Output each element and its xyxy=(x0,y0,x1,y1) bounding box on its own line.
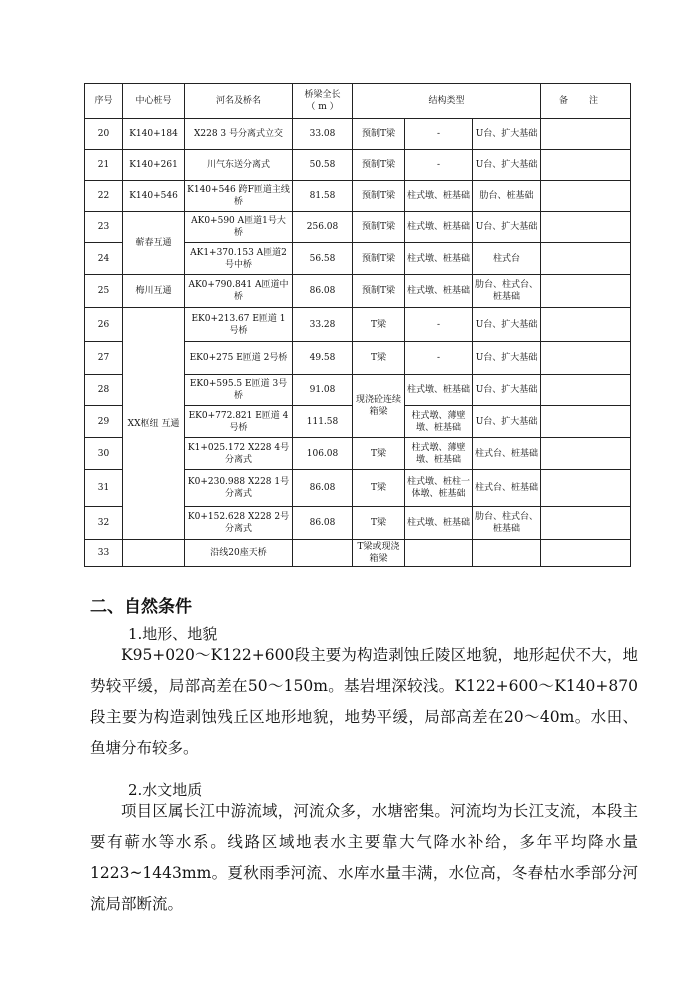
cell-stake: K140+546 xyxy=(123,181,185,212)
cell-length: 86.08 xyxy=(293,275,353,308)
bridge-table xyxy=(84,83,631,567)
hydro-paragraph-text: 项目区属长江中游流域，河流众多，水塘密集。河流均为长江支流，本段主要有蕲水等水系。线路区域地表水主要靠大气降水补给，多年平均降水量 1223~1443mm。夏秋雨季河流、水库水量丰满，水位高，冬春枯水季部分河流局部断流。 xyxy=(90,802,638,913)
cell-pier: - xyxy=(405,308,473,342)
cell-name: EK0+595.5 E匝道 3号桥 xyxy=(185,375,293,406)
header-name: 河名及桥名 xyxy=(185,84,293,119)
cell-no: 21 xyxy=(85,150,123,181)
cell-beam: 预制T梁 xyxy=(353,275,405,308)
header-no: 序号 xyxy=(85,84,123,119)
cell-name: K0+152.628 X228 2号分离式 xyxy=(185,507,293,540)
cell-no: 23 xyxy=(85,212,123,243)
cell-beam: 预制T梁 xyxy=(353,119,405,150)
table-row xyxy=(85,119,631,150)
cell-length: 33.08 xyxy=(293,119,353,150)
cell-remark xyxy=(541,275,631,308)
cell-length: 33.28 xyxy=(293,308,353,342)
cell-pier: 柱式墩、薄壁墩、桩基础 xyxy=(405,438,473,470)
cell-remark xyxy=(541,212,631,243)
cell-length: 106.08 xyxy=(293,438,353,470)
cell-pier: 柱式墩、桩基础 xyxy=(405,375,473,406)
cell-remark xyxy=(541,150,631,181)
table-row xyxy=(85,212,631,243)
cell-remark xyxy=(541,406,631,438)
cell-beam: 现浇砼连续箱梁 xyxy=(353,375,405,438)
cell-length: 81.58 xyxy=(293,181,353,212)
cell-no: 22 xyxy=(85,181,123,212)
cell-stake xyxy=(123,540,185,567)
cell-remark xyxy=(541,375,631,406)
table-row xyxy=(85,275,631,308)
header-stake: 中心桩号 xyxy=(123,84,185,119)
cell-pier: - xyxy=(405,342,473,375)
table-row xyxy=(85,540,631,567)
cell-abut: U台、扩大基础 xyxy=(473,150,541,181)
cell-length xyxy=(293,540,353,567)
cell-no: 28 xyxy=(85,375,123,406)
cell-name: 沿线20座天桥 xyxy=(185,540,293,567)
cell-abut: 柱式台、桩基础 xyxy=(473,470,541,507)
cell-name: 川气东送分离式 xyxy=(185,150,293,181)
cell-no: 29 xyxy=(85,406,123,438)
cell-no: 26 xyxy=(85,308,123,342)
header-length: 桥梁全长 （ m ） xyxy=(293,84,353,119)
cell-remark xyxy=(541,308,631,342)
cell-pier: - xyxy=(405,119,473,150)
cell-no: 33 xyxy=(85,540,123,567)
table-row xyxy=(85,181,631,212)
cell-no: 24 xyxy=(85,243,123,275)
cell-length: 49.58 xyxy=(293,342,353,375)
cell-name: AK1+370.153 A匝道2号中桥 xyxy=(185,243,293,275)
cell-length: 56.58 xyxy=(293,243,353,275)
section-title: 二、自然条件 xyxy=(90,597,192,617)
cell-pier: 柱式墩、桩基础 xyxy=(405,243,473,275)
cell-stake: 梅川互通 xyxy=(123,275,185,308)
table-header-row xyxy=(85,84,631,119)
cell-pier: - xyxy=(405,150,473,181)
cell-no: 25 xyxy=(85,275,123,308)
cell-pier: 柱式墩、桩基础 xyxy=(405,181,473,212)
header-structure: 结构类型 xyxy=(353,84,541,119)
cell-pier: 柱式墩、桩基础 xyxy=(405,212,473,243)
cell-length: 111.58 xyxy=(293,406,353,438)
table-row xyxy=(85,150,631,181)
cell-remark xyxy=(541,438,631,470)
cell-abut: 肋台、桩基础 xyxy=(473,181,541,212)
cell-no: 20 xyxy=(85,119,123,150)
cell-abut: 柱式台、桩基础 xyxy=(473,438,541,470)
cell-no: 27 xyxy=(85,342,123,375)
cell-remark xyxy=(541,507,631,540)
cell-beam: T梁 xyxy=(353,470,405,507)
table-row xyxy=(85,308,631,342)
cell-beam: T梁 xyxy=(353,438,405,470)
cell-beam: 预制T梁 xyxy=(353,150,405,181)
cell-pier: 柱式墩、薄壁墩、桩基础 xyxy=(405,406,473,438)
cell-name: X228 3 号分离式立交 xyxy=(185,119,293,150)
cell-name: K1+025.172 X228 4号分离式 xyxy=(185,438,293,470)
cell-no: 31 xyxy=(85,470,123,507)
cell-stake: K140+184 xyxy=(123,119,185,150)
cell-length: 86.08 xyxy=(293,507,353,540)
cell-abut: U台、扩大基础 xyxy=(473,212,541,243)
cell-remark xyxy=(541,470,631,507)
cell-beam: 预制T梁 xyxy=(353,243,405,275)
hydro-paragraph xyxy=(90,796,638,920)
cell-beam: T梁 xyxy=(353,308,405,342)
cell-stake: XX枢纽 互通 xyxy=(123,308,185,540)
cell-name: EK0+213.67 E匝道 1号桥 xyxy=(185,308,293,342)
cell-beam: T梁 xyxy=(353,507,405,540)
cell-name: AK0+790.841 A匝道中桥 xyxy=(185,275,293,308)
cell-abut: U台、扩大基础 xyxy=(473,119,541,150)
subsection-hydro-title: 2.水文地质 xyxy=(128,781,203,799)
cell-pier: 柱式墩、桩基础 xyxy=(405,275,473,308)
cell-beam: T梁或现浇箱梁 xyxy=(353,540,405,567)
cell-length: 256.08 xyxy=(293,212,353,243)
cell-remark xyxy=(541,119,631,150)
cell-pier: 柱式墩、桩柱一体墩、桩基础 xyxy=(405,470,473,507)
cell-beam: T梁 xyxy=(353,342,405,375)
cell-abut: U台、扩大基础 xyxy=(473,406,541,438)
cell-name: AK0+590 A匝道1号大桥 xyxy=(185,212,293,243)
cell-abut xyxy=(473,540,541,567)
cell-pier: 柱式墩、桩基础 xyxy=(405,507,473,540)
cell-remark xyxy=(541,342,631,375)
terrain-paragraph xyxy=(90,640,638,764)
cell-remark xyxy=(541,181,631,212)
cell-length: 91.08 xyxy=(293,375,353,406)
cell-remark xyxy=(541,540,631,567)
cell-beam: 预制T梁 xyxy=(353,181,405,212)
cell-abut: 肋台、柱式台、桩基础 xyxy=(473,507,541,540)
cell-name: EK0+275 E匝道 2号桥 xyxy=(185,342,293,375)
terrain-paragraph-text: K95+020～K122+600段主要为构造剥蚀丘陵区地貌，地形起伏不大，地势较平缓，局部高差在50～150m。基岩埋深较浅。K122+600～K140+870段主要为构造剥蚀残丘区地形地貌，地势平缓，局部高差在20～40m。水田、鱼塘分布较多。 xyxy=(90,646,638,757)
cell-name: K140+546 跨F匝道主线桥 xyxy=(185,181,293,212)
cell-abut: U台、扩大基础 xyxy=(473,342,541,375)
header-remark: 备 注 xyxy=(541,84,631,119)
cell-no: 32 xyxy=(85,507,123,540)
cell-beam: 预制T梁 xyxy=(353,212,405,243)
cell-stake: 蕲春互通 xyxy=(123,212,185,275)
cell-abut: U台、扩大基础 xyxy=(473,375,541,406)
cell-pier xyxy=(405,540,473,567)
subsection-terrain-title: 1.地形、地貌 xyxy=(128,625,218,643)
cell-remark xyxy=(541,243,631,275)
cell-length: 50.58 xyxy=(293,150,353,181)
cell-abut: U台、扩大基础 xyxy=(473,308,541,342)
cell-name: EK0+772.821 E匝道 4号桥 xyxy=(185,406,293,438)
cell-name: K0+230.988 X228 1号分离式 xyxy=(185,470,293,507)
cell-abut: 柱式台 xyxy=(473,243,541,275)
cell-abut: 肋台、柱式台、桩基础 xyxy=(473,275,541,308)
cell-stake: K140+261 xyxy=(123,150,185,181)
cell-length: 86.08 xyxy=(293,470,353,507)
cell-no: 30 xyxy=(85,438,123,470)
